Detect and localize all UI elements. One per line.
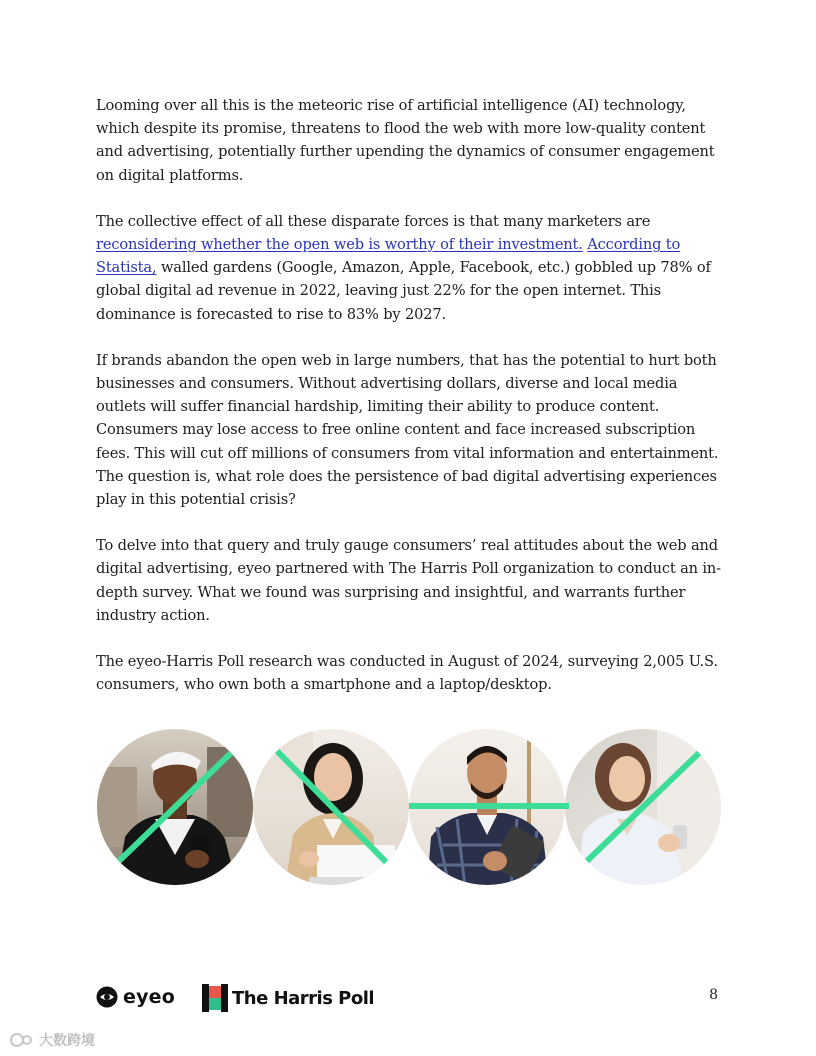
eyeo-wordmark: eyeo: [123, 986, 176, 1008]
paragraph-text: If brands abandon the open web in large numbers, that has the potential to hurt both businesses and consumers. Without advertising dollars, diverse and local media outlets will suffer financial hardship, limiting their ability to produce content. Consumers may lose access to free online content and face increased subscription fees. This will cut off millions of consumers from vital information and entertainment. The question is, what role does the persistence of bad digital advertising experiences play in this potential crisis?: [96, 351, 719, 509]
article-body: [96, 94, 726, 719]
eyeo-logo: [96, 986, 175, 1008]
harris-poll-logo: [202, 984, 374, 1012]
harris-poll-wordmark: The Harris Poll: [232, 987, 375, 1009]
paragraph-text-start: The collective effect of all these disparate forces is that many marketers are: [96, 212, 651, 230]
paragraph-text-end: walled gardens (Google, Amazon, Apple, Facebook, etc.) gobbled up 78% of global digital ad revenue in 2022, leaving just 22% for the open internet. This dominance is forecasted to rise to 83% by 2027.: [96, 259, 711, 323]
paragraph-brands-abandon: [96, 349, 726, 511]
paragraph-text: To delve into that query and truly gauge consumers’ real attitudes about the web and digital advertising, eyeo partnered with The Harris Poll organization to conduct an in-depth survey. What we found was surprising and insightful, and warrants further industry action.: [96, 537, 721, 624]
watermark-logo-icon: [10, 1032, 36, 1048]
watermark: [10, 1030, 95, 1050]
paragraph-text: Looming over all this is the meteoric rise of artificial intelligence (AI) technology, which despite its promise, threatens to flood the web with more low-quality content and advertising, potentially further upending the dynamics of consumer engagement on digital platforms.: [96, 97, 715, 184]
watermark-text: 大数跨境: [39, 1033, 95, 1049]
eyeo-eye-icon: [96, 986, 118, 1008]
paragraph-marketers: [96, 210, 726, 326]
paragraph-text: The eyeo-Harris Poll research was conducted in August of 2024, surveying 2,005 U.S. consumers, who own both a smartphone and a laptop/desktop.: [96, 653, 718, 694]
photo-strip: [97, 727, 723, 887]
page-footer: [96, 982, 720, 1016]
photo-strip-svg: [97, 727, 723, 887]
paragraph-ai-rise: [96, 94, 726, 187]
harris-poll-mark-icon: [202, 984, 228, 1012]
paragraph-survey-intro: [96, 534, 726, 627]
link-reconsidering-open-web[interactable]: reconsidering whether the open web is worthy of their investment.: [96, 236, 583, 254]
page-number: 8: [709, 987, 718, 1003]
link-according-to-statista[interactable]: According to Statista,: [96, 236, 681, 277]
paragraph-methodology: [96, 650, 726, 696]
